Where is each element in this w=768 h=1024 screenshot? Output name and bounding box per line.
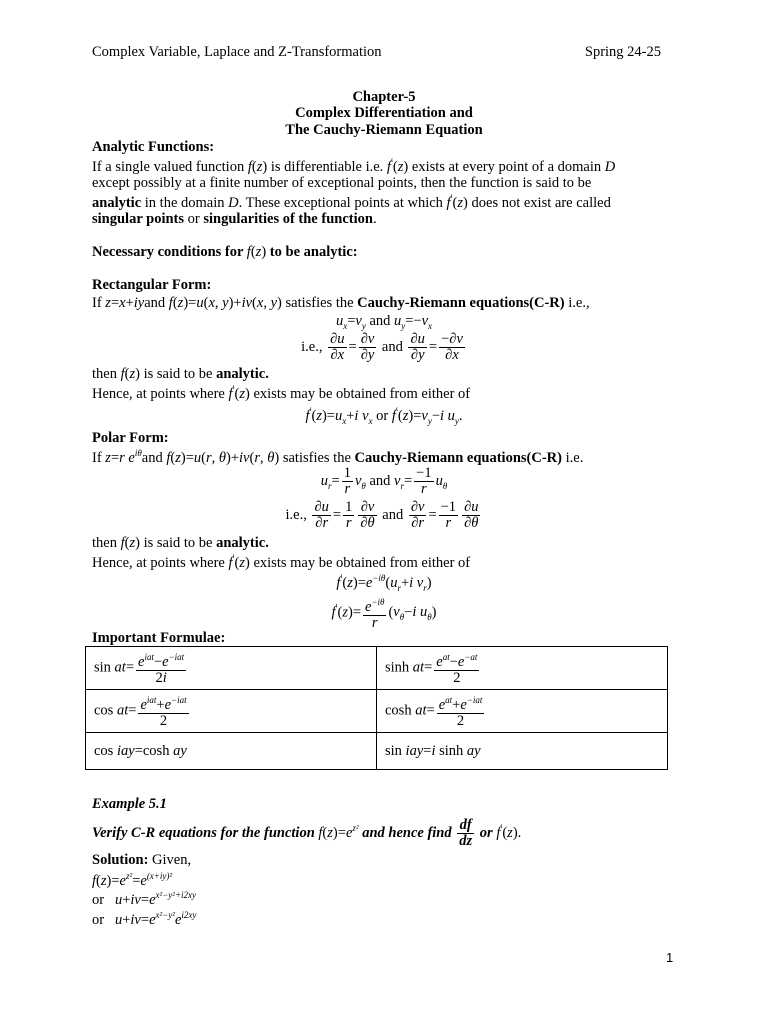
analytic-paragraph-line2: except possibly at a finite number of exceptional points, then the function is said to be (92, 175, 592, 191)
cr-equations-polar-partials: i.e., $\frac{\partial u}{\partial r}$ = $\frac{1}{r}$ $\frac{\partial v}{\partial\theta}$ and $\frac{\partial v}{\partial r}$ = $\frac{-1}{r}$ $\frac{\partial u}{\partial\theta}$ (285, 499, 479, 531)
cr-equations-rectangular: $u_x=v_y$ and $u_y=-v_x$ (335, 313, 433, 331)
important-formulae-heading: Important Formulae: (92, 630, 226, 646)
cr-equations-polar: $u_r=$ $\frac{1}{r}$ $v_\theta$ and $v_r=$ $\frac{-1}{r}$ $u_\theta$ (320, 465, 448, 497)
rectangular-conclusion: then f(z) is said to be analytic. (92, 366, 269, 382)
polar-conclusion: then f(z) is said to be analytic. (92, 535, 269, 551)
chapter-title: Complex Differentiation and (295, 105, 473, 121)
polar-derivative-intro: Hence, at points where f′(z) exists may be obtained from either of (92, 553, 471, 571)
solution-step-2: or $u+iv=e^{x^2-y^2+i2xy}$ (92, 890, 197, 908)
analytic-paragraph-line1: If a single valued function f(z) is differentiable i.e. f′(z) exists at every point of a domain D (92, 157, 616, 175)
solution-step-1: $f(z)=e^{z^2}=e^{(x+iy)^2}$ (92, 871, 173, 889)
analytic-heading: Analytic Functions: (92, 139, 215, 155)
header-course-title: Complex Variable, Laplace and Z-Transformation (92, 44, 382, 60)
formula-cos-iay: cos iay=cosh ay (86, 733, 377, 770)
rectangular-form-heading: Rectangular Form: (92, 277, 212, 293)
necessary-conditions-heading: Necessary conditions for f(z) to be analytic: (92, 244, 358, 260)
formula-cosh: cosh at= $\frac{e^{at}+e^{-iat}}{2}$ (377, 690, 668, 733)
polar-form-heading: Polar Form: (92, 430, 169, 446)
rectangular-form-statement: If z=x+iyand f(z)=u(x, y)+iv(x, y) satisfies the Cauchy-Riemann equations(C-R) i.e., (92, 295, 590, 311)
formulae-table (85, 646, 668, 770)
formula-cos: cos at= $\frac{e^{iat}+e^{-iat}}{2}$ (86, 690, 377, 733)
rectangular-derivative-intro: Hence, at points where f′(z) exists may be obtained from either of (92, 384, 471, 402)
formula-sin: sin at= $\frac{e^{iat}-e^{-iat}}{2i}$ (86, 647, 377, 690)
solution-step-3: or $u+iv=e^{x^2-y^2}e^{i2xy}$ (92, 910, 197, 928)
derivative-formula-polar-2: f′(z)= $\frac{e^{-i\theta}}{r}$ ($v_\theta-i$ $u_\theta$) (331, 597, 437, 631)
polar-form-statement: If z=r $e^{i\theta}and$ f(z)=u(r, θ)+iv(r, θ) satisfies the Cauchy-Riemann equations(C-R) i.e. (92, 448, 584, 466)
analytic-paragraph-line3: analytic in the domain D. These exceptional points at which f′(z) does not exist are called (92, 193, 611, 211)
derivative-formula-polar-1: $f'(z)=e^{-i\theta}(u_r+i$ $v_r$) (336, 573, 432, 593)
derivative-formula-rectangular: $f'(z)=u_x+i$ $v_x$ or $f'(z)=v_y-i$ $u_y$. (305, 406, 463, 426)
analytic-paragraph-line4: singular points or singularities of the function. (92, 211, 377, 227)
example-question: Verify C-R equations for the function $f(z)=e^{z^2}$ and hence find $\frac{df}{dz}$ or f′(z). (92, 817, 522, 849)
solution-label: Solution: Given, (92, 852, 192, 868)
page-number: 1 (666, 950, 674, 965)
chapter-number: Chapter-5 (352, 89, 416, 105)
header-semester: Spring 24-25 (584, 44, 661, 60)
chapter-subtitle: The Cauchy-Riemann Equation (285, 122, 483, 138)
example-title: Example 5.1 (92, 796, 167, 812)
formula-sin-iay: sin iay=i sinh ay (377, 733, 668, 770)
formula-sinh: sinh at= $\frac{e^{at}-e^{-at}}{2}$ (377, 647, 668, 690)
cr-equations-rectangular-partials: i.e., $\frac{\partial u}{\partial x}$ = $\frac{\partial v}{\partial y}$ and $\frac{\partial u}{\partial y}$ = $\frac{-\partial v}{\partial x}$ (301, 331, 463, 363)
